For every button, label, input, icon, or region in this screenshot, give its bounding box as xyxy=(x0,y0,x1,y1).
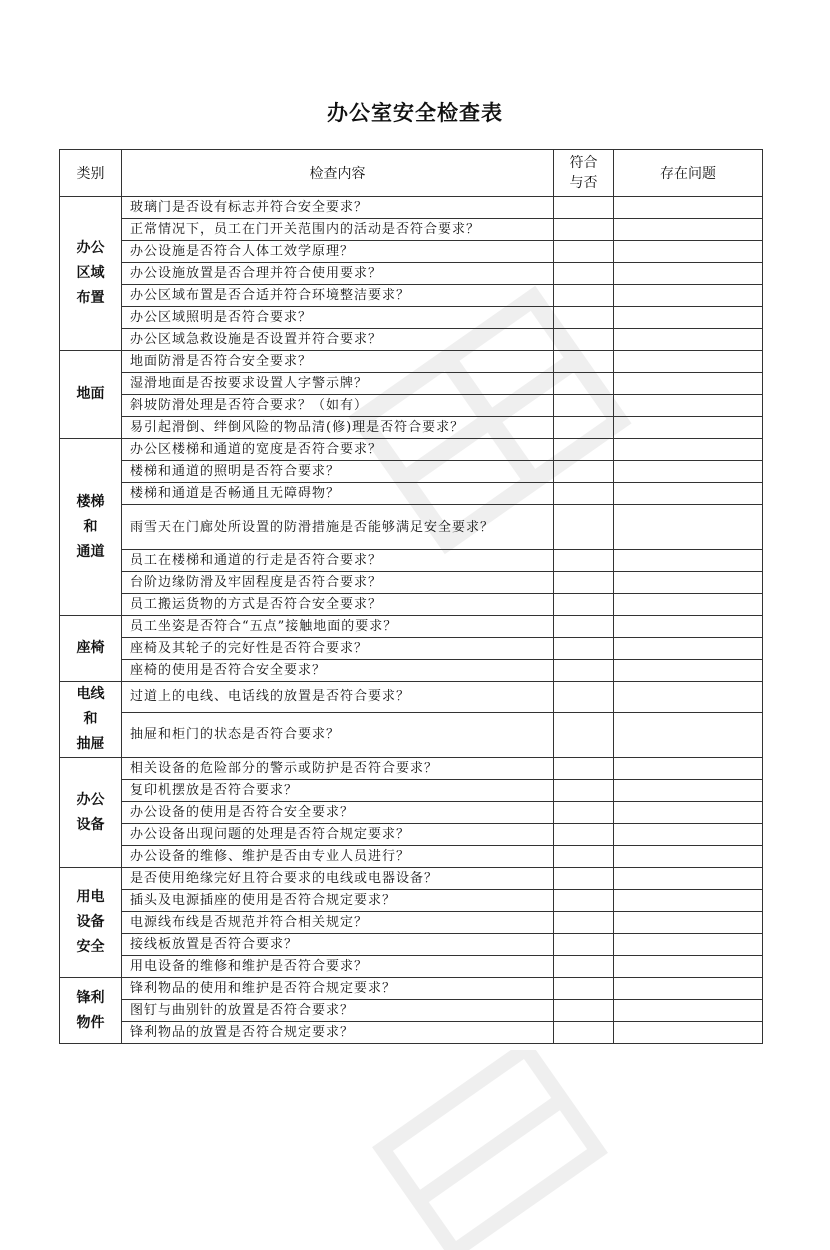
issue-cell[interactable] xyxy=(614,483,763,505)
comply-cell[interactable] xyxy=(554,660,614,682)
table-row xyxy=(60,934,763,956)
issue-cell[interactable] xyxy=(614,846,763,868)
category-cell: 锋利 物件 xyxy=(60,978,122,1044)
issue-cell[interactable] xyxy=(614,461,763,483)
issue-cell[interactable] xyxy=(614,978,763,1000)
issue-cell[interactable] xyxy=(614,417,763,439)
comply-cell[interactable] xyxy=(554,439,614,461)
issue-cell[interactable] xyxy=(614,616,763,638)
comply-cell[interactable] xyxy=(554,1000,614,1022)
table-row xyxy=(60,263,763,285)
table-row xyxy=(60,682,763,713)
table-row xyxy=(60,197,763,219)
table-row xyxy=(60,351,763,373)
comply-cell[interactable] xyxy=(554,890,614,912)
table-row xyxy=(60,824,763,846)
header-comply: 符合 与否 xyxy=(554,150,614,197)
table-row xyxy=(60,1022,763,1044)
comply-cell[interactable] xyxy=(554,241,614,263)
check-item: 图钉与曲别针的放置是否符合要求？ xyxy=(122,1000,554,1022)
issue-cell[interactable] xyxy=(614,197,763,219)
table-body xyxy=(60,197,763,1044)
check-item: 雨雪天在门廊处所设置的防滑措施是否能够满足安全要求？ xyxy=(122,505,554,550)
check-item: 斜坡防滑处理是否符合要求？（如有） xyxy=(122,395,554,417)
issue-cell[interactable] xyxy=(614,550,763,572)
table-row xyxy=(60,594,763,616)
issue-cell[interactable] xyxy=(614,395,763,417)
check-item: 是否使用绝缘完好且符合要求的电线或电器设备？ xyxy=(122,868,554,890)
table-row xyxy=(60,978,763,1000)
issue-cell[interactable] xyxy=(614,682,763,713)
issue-cell[interactable] xyxy=(614,505,763,550)
table-row xyxy=(60,780,763,802)
comply-cell[interactable] xyxy=(554,329,614,351)
comply-cell[interactable] xyxy=(554,956,614,978)
comply-cell[interactable] xyxy=(554,824,614,846)
table-row xyxy=(60,1000,763,1022)
table-row xyxy=(60,439,763,461)
issue-cell[interactable] xyxy=(614,439,763,461)
comply-cell[interactable] xyxy=(554,483,614,505)
comply-cell[interactable] xyxy=(554,912,614,934)
table-row xyxy=(60,373,763,395)
table-row xyxy=(60,846,763,868)
header-issues: 存在问题 xyxy=(614,150,763,197)
issue-cell[interactable] xyxy=(614,1000,763,1022)
category-cell: 楼梯 和 通道 xyxy=(60,439,122,616)
comply-cell[interactable] xyxy=(554,417,614,439)
check-item: 办公设备的使用是否符合安全要求？ xyxy=(122,802,554,824)
table-row xyxy=(60,956,763,978)
comply-cell[interactable] xyxy=(554,978,614,1000)
table-row xyxy=(60,616,763,638)
check-item: 玻璃门是否设有标志并符合安全要求？ xyxy=(122,197,554,219)
issue-cell[interactable] xyxy=(614,890,763,912)
issue-cell[interactable] xyxy=(614,758,763,780)
comply-cell[interactable] xyxy=(554,351,614,373)
table-row xyxy=(60,461,763,483)
check-item: 办公区楼梯和通道的宽度是否符合要求？ xyxy=(122,439,554,461)
table-row xyxy=(60,638,763,660)
issue-cell[interactable] xyxy=(614,868,763,890)
category-cell: 办公 区域 布置 xyxy=(60,197,122,351)
issue-cell[interactable] xyxy=(614,219,763,241)
table-row xyxy=(60,912,763,934)
check-item: 办公区域急救设施是否设置并符合要求？ xyxy=(122,329,554,351)
issue-cell[interactable] xyxy=(614,1022,763,1044)
issue-cell[interactable] xyxy=(614,351,763,373)
comply-cell[interactable] xyxy=(554,846,614,868)
issue-cell[interactable] xyxy=(614,912,763,934)
page-title: 办公室安全检查表 xyxy=(327,101,503,125)
table-row xyxy=(60,505,763,550)
check-item: 楼梯和通道的照明是否符合要求？ xyxy=(122,461,554,483)
table-row xyxy=(60,219,763,241)
check-item: 办公区域照明是否符合要求？ xyxy=(122,307,554,329)
comply-cell[interactable] xyxy=(554,572,614,594)
issue-cell[interactable] xyxy=(614,638,763,660)
issue-cell[interactable] xyxy=(614,285,763,307)
check-item: 楼梯和通道是否畅通且无障碍物？ xyxy=(122,483,554,505)
table-row xyxy=(60,417,763,439)
table-row xyxy=(60,890,763,912)
issue-cell[interactable] xyxy=(614,780,763,802)
comply-cell[interactable] xyxy=(554,395,614,417)
check-item: 相关设备的危险部分的警示或防护是否符合要求？ xyxy=(122,758,554,780)
table-row xyxy=(60,307,763,329)
comply-cell[interactable] xyxy=(554,802,614,824)
table-row xyxy=(60,868,763,890)
comply-cell[interactable] xyxy=(554,594,614,616)
issue-cell[interactable] xyxy=(614,263,763,285)
check-item: 员工搬运货物的方式是否符合安全要求？ xyxy=(122,594,554,616)
check-item: 座椅及其轮子的完好性是否符合要求？ xyxy=(122,638,554,660)
check-item: 座椅的使用是否符合安全要求？ xyxy=(122,660,554,682)
table-row xyxy=(60,572,763,594)
check-item: 办公设施放置是否合理并符合使用要求？ xyxy=(122,263,554,285)
table-row xyxy=(60,483,763,505)
comply-cell[interactable] xyxy=(554,1022,614,1044)
table-row xyxy=(60,329,763,351)
check-item: 复印机摆放是否符合要求？ xyxy=(122,780,554,802)
watermark-logo-bottom xyxy=(360,1050,620,1250)
table-row xyxy=(60,285,763,307)
category-cell: 座椅 xyxy=(60,616,122,682)
comply-cell[interactable] xyxy=(554,682,614,713)
check-item: 地面防滑是否符合安全要求？ xyxy=(122,351,554,373)
table-row xyxy=(60,758,763,780)
comply-cell[interactable] xyxy=(554,373,614,395)
issue-cell[interactable] xyxy=(614,660,763,682)
header-content: 检查内容 xyxy=(122,150,554,197)
comply-cell[interactable] xyxy=(554,285,614,307)
category-cell: 地面 xyxy=(60,351,122,439)
check-item: 正常情况下，员工在门开关范围内的活动是否符合要求？ xyxy=(122,219,554,241)
table-row xyxy=(60,712,763,757)
issue-cell[interactable] xyxy=(614,712,763,757)
issue-cell[interactable] xyxy=(614,572,763,594)
check-item: 锋利物品的使用和维护是否符合规定要求？ xyxy=(122,978,554,1000)
check-item: 办公区域布置是否合适并符合环境整洁要求？ xyxy=(122,285,554,307)
table-row xyxy=(60,660,763,682)
issue-cell[interactable] xyxy=(614,373,763,395)
comply-cell[interactable] xyxy=(554,638,614,660)
check-item: 办公设备出现问题的处理是否符合规定要求？ xyxy=(122,824,554,846)
check-item: 易引起滑倒、绊倒风险的物品清(修)理是否符合要求？ xyxy=(122,417,554,439)
check-item: 锋利物品的放置是否符合规定要求？ xyxy=(122,1022,554,1044)
comply-cell[interactable] xyxy=(554,461,614,483)
table-row xyxy=(60,802,763,824)
comply-cell[interactable] xyxy=(554,616,614,638)
check-item: 员工在楼梯和通道的行走是否符合要求？ xyxy=(122,550,554,572)
table-row xyxy=(60,550,763,572)
issue-cell[interactable] xyxy=(614,956,763,978)
comply-cell[interactable] xyxy=(554,307,614,329)
check-item: 湿滑地面是否按要求设置人字警示牌？ xyxy=(122,373,554,395)
comply-cell[interactable] xyxy=(554,219,614,241)
issue-cell[interactable] xyxy=(614,307,763,329)
check-item: 接线板放置是否符合要求？ xyxy=(122,934,554,956)
category-cell: 电线 和 抽屉 xyxy=(60,682,122,758)
check-item: 台阶边缘防滑及牢固程度是否符合要求？ xyxy=(122,572,554,594)
check-item: 电源线布线是否规范并符合相关规定？ xyxy=(122,912,554,934)
issue-cell[interactable] xyxy=(614,241,763,263)
category-cell: 办公 设备 xyxy=(60,758,122,868)
check-item: 办公设备的维修、维护是否由专业人员进行？ xyxy=(122,846,554,868)
check-item: 插头及电源插座的使用是否符合规定要求？ xyxy=(122,890,554,912)
comply-cell[interactable] xyxy=(554,712,614,757)
table-row xyxy=(60,395,763,417)
comply-cell[interactable] xyxy=(554,780,614,802)
table-row xyxy=(60,241,763,263)
comply-cell[interactable] xyxy=(554,505,614,550)
check-item: 员工坐姿是否符合“五点”接触地面的要求？ xyxy=(122,616,554,638)
comply-cell[interactable] xyxy=(554,263,614,285)
issue-cell[interactable] xyxy=(614,824,763,846)
table-header-row xyxy=(60,150,763,197)
header-category: 类别 xyxy=(60,150,122,197)
check-item: 办公设施是否符合人体工效学原理？ xyxy=(122,241,554,263)
comply-cell[interactable] xyxy=(554,868,614,890)
comply-cell[interactable] xyxy=(554,758,614,780)
check-item: 用电设备的维修和维护是否符合要求？ xyxy=(122,956,554,978)
comply-cell[interactable] xyxy=(554,934,614,956)
inspection-table xyxy=(59,149,763,1044)
issue-cell[interactable] xyxy=(614,934,763,956)
category-cell: 用电 设备 安全 xyxy=(60,868,122,978)
issue-cell[interactable] xyxy=(614,802,763,824)
issue-cell[interactable] xyxy=(614,594,763,616)
comply-cell[interactable] xyxy=(554,550,614,572)
check-item: 过道上的电线、电话线的放置是否符合要求？ xyxy=(122,682,554,713)
issue-cell[interactable] xyxy=(614,329,763,351)
check-item: 抽屉和柜门的状态是否符合要求？ xyxy=(122,712,554,757)
comply-cell[interactable] xyxy=(554,197,614,219)
